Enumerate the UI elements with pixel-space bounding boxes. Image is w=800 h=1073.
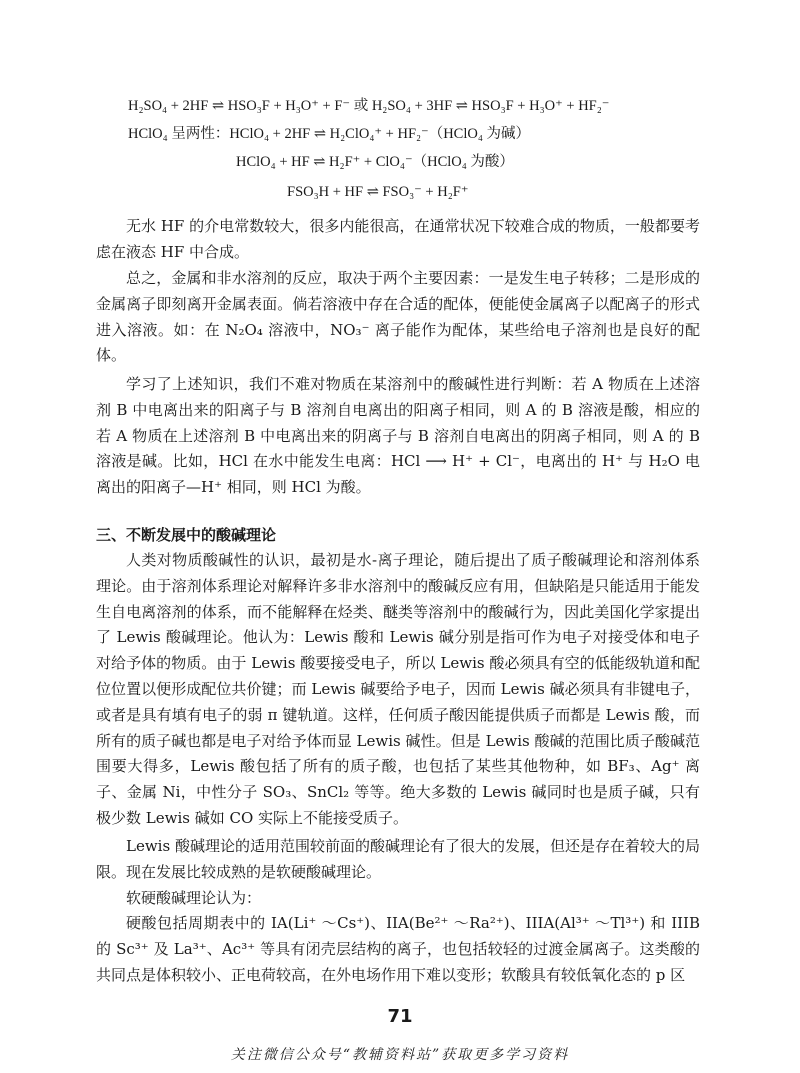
equation-line: HClO₄ + HF ⇌ H₂F⁺ + ClO₄⁻（HClO₄ 为酸）: [236, 154, 514, 170]
equation-line: H₂SO₄ + 2HF ⇌ HSO₃F + H₃O⁺ + F⁻ 或 H₂SO₄ + 3HF ⇌ HSO₃F + H₃O⁺ + HF₂⁻: [128, 98, 610, 114]
equation-line: FSO₃H + HF ⇌ FSO₃⁻ + H₂F⁺: [287, 184, 469, 200]
section-heading: 三、不断发展中的酸碱理论: [96, 526, 277, 544]
paragraph: Lewis 酸碱理论的适用范围较前面的酸碱理论有了很大的发展，但还是存在着较大的局限。现在发展比较成熟的是软硬酸碱理论。: [96, 837, 700, 881]
equation-line: HClO₄ 呈两性：HClO₄ + 2HF ⇌ H₂ClO₄⁺ + HF₂⁻（HClO₄ 为碱）: [128, 126, 531, 142]
page-number: 71: [387, 1006, 413, 1027]
paragraph: 软硬酸碱理论认为：: [126, 889, 262, 907]
paragraph: 硬酸包括周期表中的 IA(Li⁺ ～Cs⁺)、IIA(Be²⁺ ～Ra²⁺)、IIIA(Al³⁺ ～Tl³⁺) 和 IIIB 的 Sc³⁺ 及 La³⁺、Ac³⁺ 等具有闭壳层结构的离子，也包括较轻的过渡金属离子。这类酸的共同点是体积较小、正电荷较高，在外电场作用下难以变形；软酸具有较低氧化态的 p 区: [96, 914, 700, 984]
footer-note: 关注微信公众号“教辅资料站”获取更多学习资料: [230, 1047, 570, 1063]
paragraph: 无水 HF 的介电常数较大，很多内能很高，在通常状况下较难合成的物质，一般都要考虑在液态 HF 中合成。: [96, 217, 700, 261]
paragraph: 总之，金属和非水溶剂的反应，取决于两个主要因素：一是发生电子转移；二是形成的金属离子即刻离开金属表面。倘若溶液中存在合适的配体，便能使金属离子以配离子的形式进入溶液。如：在 N₂O₄ 溶液中，NO₃⁻ 离子能作为配体，某些给电子溶剂也是良好的配体。: [96, 269, 700, 365]
paragraph: 学习了上述知识，我们不难对物质在某溶剂中的酸碱性进行判断：若 A 物质在上述溶剂 B 中电离出来的阳离子与 B 溶剂自电离出的阳离子相同，则 A 的 B 溶液是酸，相应的若 A 物质在上述溶剂 B 中电离出来的阴离子与 B 溶剂自电离出的阴离子相同，则 A 的 B 溶液是碱。比如，HCl 在水中能发生电离：HCl ⟶ H⁺ + Cl⁻，电离出的 H⁺ 与 H₂O 电离出的阳离子—H⁺ 相同，则 HCl 为酸。: [96, 375, 700, 497]
paragraph: 人类对物质酸碱性的认识，最初是水-离子理论，随后提出了质子酸碱理论和溶剂体系理论。由于溶剂体系理论对解释许多非水溶剂中的酸碱反应有用，但缺陷是只能适用于能发生自电离溶剂的体系，而不能解释在烃类、醚类等溶剂中的酸碱行为，因此美国化学家提出了 Lewis 酸碱理论。他认为：Lewis 酸和 Lewis 碱分别是指可作为电子对接受体和电子对给予体的物质。由于 Lewis 酸要接受电子，所以 Lewis 酸必须具有空的低能级轨道和配位位置以便形成配位共价键；而 Lewis 碱要给予电子，因而 Lewis 碱必须具有非键电子，或者是具有填有电子的弱 π 键轨道。这样，任何质子酸因能提供质子而都是 Lewis 酸，而所有的质子碱也都是电子对给予体而显 Lewis 碱性。但是 Lewis 酸碱的范围比质子酸碱范围要大得多，Lewis 酸包括了所有的质子酸，也包括了某些其他物种，如 BF₃、Ag⁺ 离子、金属 Ni，中性分子 SO₃、SnCl₂ 等等。绝大多数的 Lewis 碱同时也是质子碱，只有极少数 Lewis 碱如 CO 实际上不能接受质子。: [96, 551, 700, 827]
